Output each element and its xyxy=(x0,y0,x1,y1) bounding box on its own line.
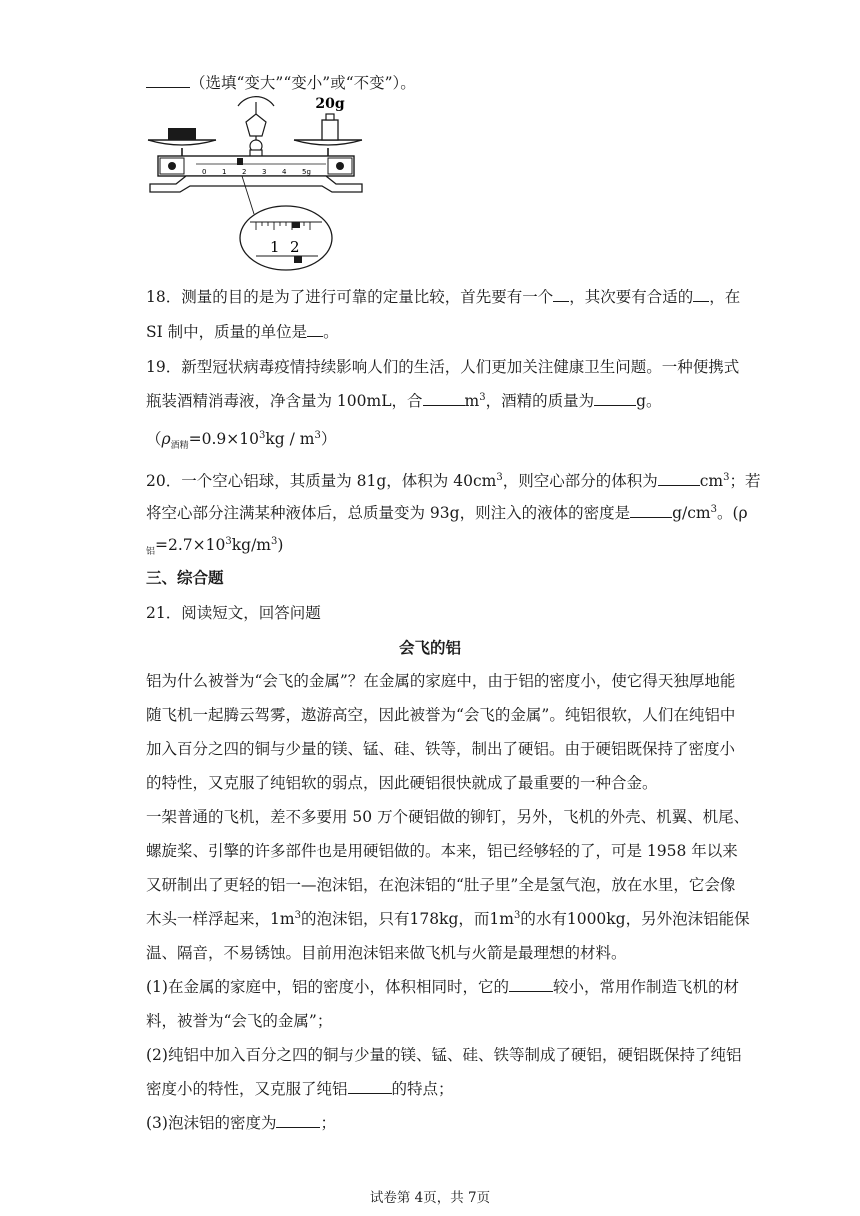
svg-text:2: 2 xyxy=(242,168,247,176)
zoom-circle xyxy=(240,206,332,270)
object-block xyxy=(168,128,196,140)
q18-line2: SI 制中，质量的单位是 。 xyxy=(146,323,339,341)
answer-blank xyxy=(630,502,672,518)
svg-text:5g: 5g xyxy=(302,168,311,176)
article-line: 温、隔音，不易锈蚀。目前用泡沫铝来做飞机与火箭是最理想的材料。 xyxy=(146,944,627,962)
answer-blank xyxy=(594,390,636,406)
answer-blank xyxy=(553,286,569,302)
q21-intro: 21．阅读短文，回答问题 xyxy=(146,604,321,622)
q19-line1: 19．新型冠状病毒疫情持续影响人们的生活，人们更加关注健康卫生问题。一种便携式 xyxy=(146,358,740,376)
answer-blank xyxy=(423,390,465,406)
answer-blank xyxy=(276,1112,320,1128)
scale-base xyxy=(150,176,362,192)
article-line: 螺旋桨、引擎的许多部件也是用硬铝做的。本来，铝已经够轻的了，可是 1958 年以来 xyxy=(146,842,738,860)
q20-line1: 20．一个空心铝球，其质量为 81g，体积为 $40cm^3$，则空心部分的体积为 $cm^3$；若 xyxy=(146,472,761,490)
beam xyxy=(158,156,354,176)
svg-text:1: 1 xyxy=(222,168,227,176)
svg-text:2: 2 xyxy=(290,238,300,256)
q21-sub1-line2: 料，被誉为“会飞的金属”； xyxy=(146,1012,333,1030)
q21-sub2-line1: (2)纯铝中加入百分之四的铜与少量的镁、锰、硅、铁等制成了硬铝，硬铝既保持了纯铝 xyxy=(146,1046,742,1064)
q18-line1: 18．测量的目的是为了进行可靠的定量比较，首先要有一个 ，其次要有合适的 ，在 xyxy=(146,288,741,306)
q21-sub3-line: (3)泡沫铝的密度为 ； xyxy=(146,1114,336,1132)
article-line: 的特性，又克服了纯铝软的弱点，因此硬铝很快就成了最重要的一种合金。 xyxy=(146,774,658,792)
q17-tail-line: （选填“变大”“变小”或“不变”）。 xyxy=(146,72,416,94)
svg-text:4: 4 xyxy=(282,168,287,176)
q21-sub1-line1: (1)在金属的家庭中，铝的密度小，体积相同时，它的 较小，常用作制造飞机的材 xyxy=(146,978,739,996)
q20-line3: $_铝=2.7\times 10^3kg/m^3$) xyxy=(146,536,284,557)
q19-line2: 瓶装酒精消毒液，净含量为 100mL，合 $m^3$，酒精的质量为 g。 xyxy=(146,392,662,410)
answer-blank xyxy=(693,286,709,302)
answer-blank xyxy=(658,470,700,486)
article-line: 一架普通的飞机，差不多要用 50 万个硬铝做的铆钉，另外，飞机的外壳、机翼、机尾、 xyxy=(146,808,750,826)
q21-sub2-line2: 密度小的特性，又克服了纯铝 的特点； xyxy=(146,1080,454,1098)
article-line: 加入百分之四的铜与少量的镁、锰、硅、铁等，制出了硬铝。由于硬铝既保持了密度小 xyxy=(146,740,736,758)
answer-blank xyxy=(307,321,323,337)
article-line: 铝为什么被誉为“会飞的金属”？在金属的家庭中，由于铝的密度小，使它得天独厚地能 xyxy=(146,672,736,690)
balance-scale-figure xyxy=(146,92,366,272)
answer-blank xyxy=(348,1078,392,1094)
article-line: 木头一样浮起来，$1m^3$的泡沫铝，只有178kg，而$1m^3$的水有1000kg，另外泡沫铝能保 xyxy=(146,910,750,928)
svg-text:0: 0 xyxy=(202,168,207,176)
article-line: 随飞机一起腾云驾雾，遨游高空，因此被誉为“会飞的金属”。纯铝很软，人们在纯铝中 xyxy=(146,706,736,724)
rider xyxy=(237,158,243,165)
q19-line3: $(\rho_{酒精}=0.9\times 10^3kg / m^3)$ xyxy=(146,430,337,451)
answer-blank xyxy=(146,72,190,88)
weight-icon xyxy=(322,120,338,140)
weight-label: 20g xyxy=(315,96,345,112)
article-title: 会飞的铝 xyxy=(398,639,461,657)
section-heading: 三、综合题 xyxy=(146,569,224,587)
page-footer: 试卷第 4页，共 7页 xyxy=(369,1190,491,1206)
svg-text:3: 3 xyxy=(262,168,267,176)
answer-blank xyxy=(509,976,553,992)
article-line: 又研制出了更轻的铝一—泡沫铝，在泡沫铝的“肚子里”全是氢气泡，放在水里，它会像 xyxy=(146,876,736,894)
svg-text:1: 1 xyxy=(270,238,280,256)
q20-line2: 将空心部分注满某种液体后，总质量变为 93g，则注入的液体的密度是 $g/cm^3$。(ρ xyxy=(146,504,748,522)
